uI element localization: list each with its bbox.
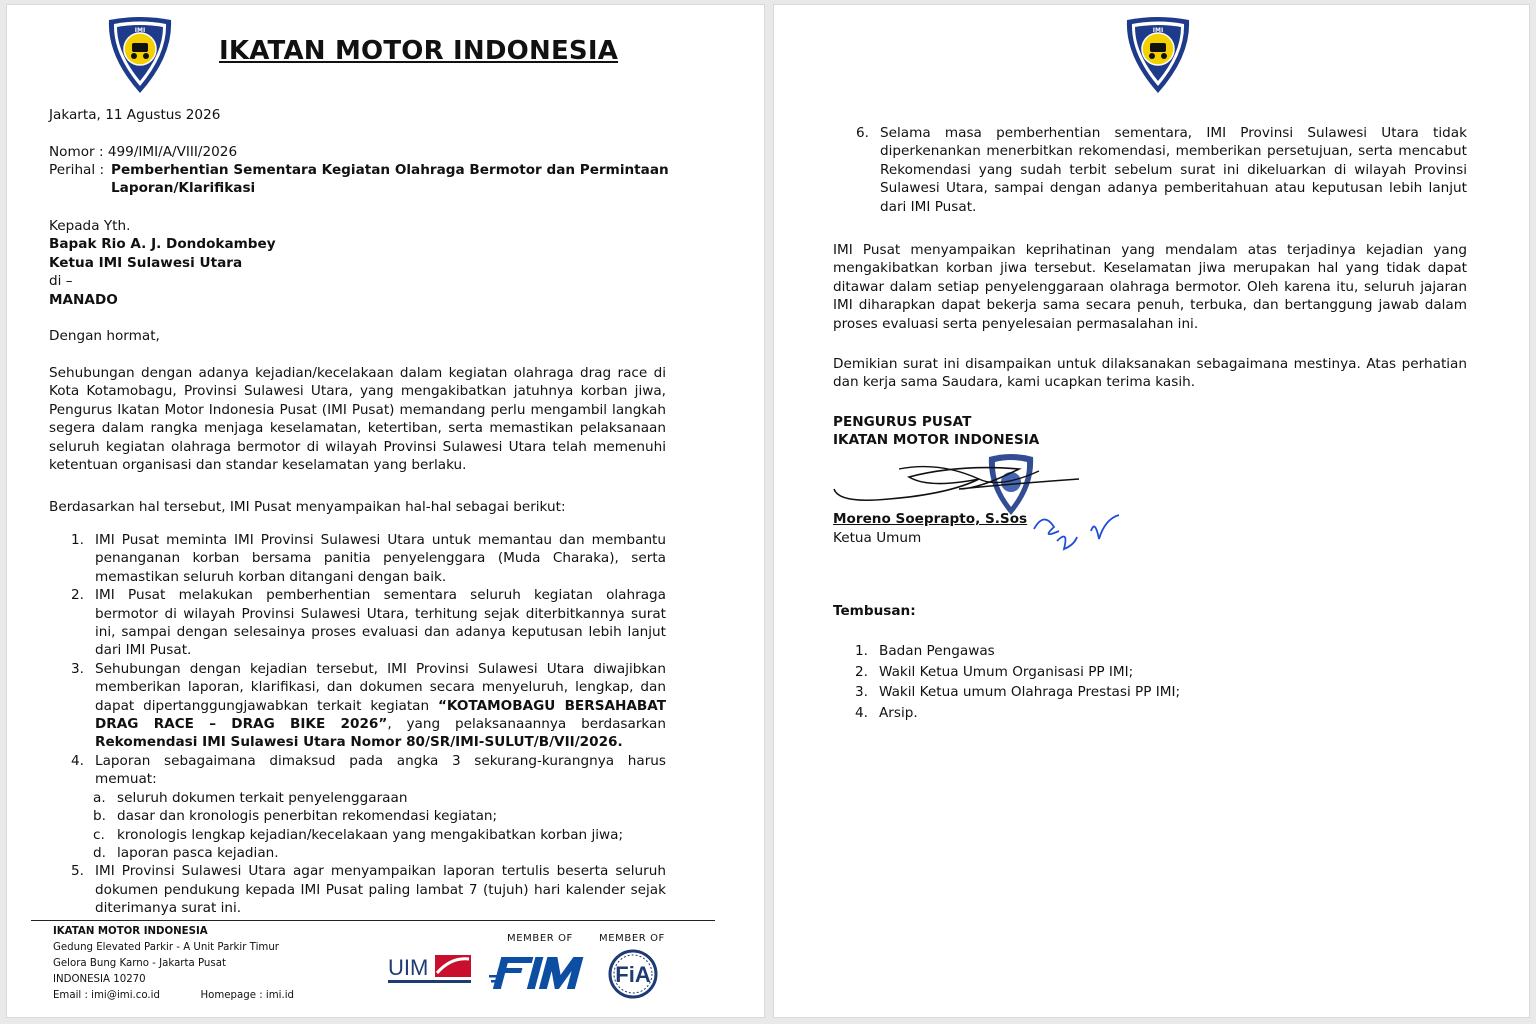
list-item bbox=[49, 660, 666, 752]
sub-item-text: kronologis lengkap kejadian/kecelakaan yang mengakibatkan korban jiwa; bbox=[117, 826, 624, 843]
signer-name: Moreno Soeprapto, S.Sos bbox=[833, 511, 1028, 527]
concern-paragraph: IMI Pusat menyampaikan keprihatinan yang mendalam atas terjadinya kejadian yang mengakibatkan korban jiwa tersebut. Keselamatan jiwa merupakan hal yang tidak dapat ditawar dalam setiap penyelenggaraan olahraga bermotor. Oleh karena itu, seluruh jajaran IMI diharapkan dapat bekerja sama secara penuh, terbuka, dan bertanggung jawab dalam proses evaluasi serta penyelesaian permasalahan ini. bbox=[833, 242, 1467, 332]
recipient-city: MANADO bbox=[49, 291, 118, 308]
list-item bbox=[49, 862, 666, 917]
list-item-number: 5. bbox=[71, 863, 84, 880]
cc-item-text: Wakil Ketua umum Olahraga Prestasi PP IMI; bbox=[879, 684, 1181, 700]
list-item-text: , yang pelaksanaannya berdasarkan bbox=[387, 716, 666, 733]
list-item-number: 2. bbox=[71, 587, 84, 604]
cc-item-text: Arsip. bbox=[879, 704, 918, 721]
list-item-number: 6. bbox=[856, 125, 869, 141]
footer-address-line: Gelora Bung Karno - Jakarta Pusat bbox=[53, 958, 226, 969]
sub-list-item bbox=[71, 844, 666, 862]
imi-logo-text: IMI bbox=[134, 27, 146, 34]
event-name: “KOTAMOBAGU BERSAHABAT DRAG RACE – DRAG BIKE 2026” bbox=[95, 697, 666, 733]
list-item bbox=[49, 531, 666, 586]
cc-item bbox=[833, 682, 1180, 703]
footer-homepage: Homepage : imi.id bbox=[200, 990, 295, 1001]
list-item-text: IMI Pusat meminta IMI Provinsi Sulawesi Utara untuk memantau dan membantu penanganan korban bersama panitia penyelenggara (Muda Charaka), serta memastikan seluruh korban ditangani dengan baik. bbox=[95, 532, 666, 585]
perihal-line-2: Laporan/Klarifikasi bbox=[111, 180, 256, 197]
recommendation-reference: Rekomendasi IMI Sulawesi Utara Nomor 80/SR/IMI-SULUT/B/VII/2026. bbox=[95, 734, 623, 751]
footer-contact bbox=[53, 988, 353, 1004]
perihal-label: Perihal : bbox=[49, 162, 105, 178]
signature-org-line-1: PENGURUS PUSAT bbox=[833, 414, 972, 430]
footer-divider bbox=[31, 920, 715, 921]
letterhead-title: IKATAN MOTOR INDONESIA bbox=[219, 36, 619, 66]
cc-item-number: 3. bbox=[855, 684, 868, 700]
footer-address bbox=[53, 924, 353, 1004]
signature-org-line-2: IKATAN MOTOR INDONESIA bbox=[833, 432, 1040, 449]
recipient-name: Bapak Rio A. J. Dondokambey bbox=[49, 236, 276, 253]
perihal-row bbox=[49, 161, 689, 197]
uim-logo-text: UIM bbox=[388, 955, 429, 980]
sub-item-letter: d. bbox=[93, 844, 106, 861]
cc-item-text: Wakil Ketua Umum Organisasi PP IMI; bbox=[879, 663, 1134, 680]
sub-item-text: dasar dan kronologis penerbitan rekomendasi kegiatan; bbox=[117, 808, 498, 825]
list-item-text: Laporan sebagaimana dimaksud pada angka 3 sekurang-kurangnya harus memuat: bbox=[95, 752, 666, 788]
footer-address-line: INDONESIA 10270 bbox=[53, 974, 146, 985]
salutation: Dengan hormat, bbox=[49, 328, 160, 344]
instruction-list bbox=[49, 531, 666, 918]
recipient-di: di – bbox=[49, 273, 73, 290]
fia-member-label: MEMBER OF bbox=[599, 933, 665, 944]
letter-page-2 bbox=[773, 4, 1530, 1018]
closing-paragraph: Demikian surat ini disampaikan untuk dilaksanakan sebagaimana mestinya. Atas perhatian dan kerja sama Saudara, kami ucapkan terima kasih. bbox=[833, 356, 1467, 391]
cc-item-number: 4. bbox=[855, 704, 868, 721]
cc-item bbox=[833, 641, 1180, 662]
list-item bbox=[49, 586, 666, 660]
cc-item-text: Badan Pengawas bbox=[879, 643, 995, 659]
fim-logo bbox=[489, 951, 585, 993]
fia-logo bbox=[597, 949, 669, 999]
list-item-6 bbox=[856, 124, 1467, 216]
lead-in-text: Berdasarkan hal tersebut, IMI Pusat menyampaikan hal-hal sebagai berikut: bbox=[49, 499, 566, 515]
imi-logo bbox=[105, 16, 175, 96]
sub-item-letter: c. bbox=[93, 826, 105, 843]
imi-logo-text: IMI bbox=[1152, 27, 1164, 34]
footer-email: Email : imi@imi.co.id bbox=[53, 990, 160, 1001]
signer-title: Ketua Umum bbox=[833, 530, 922, 546]
intro-paragraph: Sehubungan dengan adanya kejadian/kecelakaan dalam kegiatan olahraga drag race di Kota Kotamobagu, Provinsi Sulawesi Utara, yang mengakibatkan jatuhnya korban jiwa, Pengurus Ikatan Motor Indonesia Pusat (IMI Pusat) memandang perlu mengambil langkah segera dalam rangka menjaga keselamatan, ketertiban, serta memastikan pelaksanaan seluruh kegiatan olahraga bermotor di wilayah Provinsi Sulawesi Utara telah memenuhi ketentuan organisasi dan standar keselamatan yang berlaku. bbox=[49, 365, 666, 474]
signature-stamp bbox=[829, 449, 1129, 567]
uim-logo bbox=[385, 949, 475, 987]
fim-member-label: MEMBER OF bbox=[507, 933, 573, 944]
recipient-block bbox=[49, 217, 276, 309]
sub-list-item bbox=[71, 807, 666, 825]
cc-item-number: 2. bbox=[855, 663, 868, 680]
list-item-text: Sehubungan dengan kejadian tersebut, IMI Provinsi Sulawesi Utara diwajibkan memberikan laporan, klarifikasi, dan dokumen secara menyeluruh, lengkap, dan dapat dipertanggungjawabkan terkait kegiatan bbox=[95, 660, 666, 714]
cc-item bbox=[833, 662, 1180, 683]
recipient-title: Ketua IMI Sulawesi Utara bbox=[49, 254, 243, 271]
signature-org-block bbox=[833, 413, 1039, 450]
perihal-line-1: Pemberhentian Sementara Kegiatan Olahraga Bermotor dan Permintaan bbox=[111, 162, 669, 178]
kepada-text: Kepada Yth. bbox=[49, 218, 131, 234]
sub-item-text: seluruh dokumen terkait penyelenggaraan bbox=[117, 789, 408, 806]
cc-list bbox=[833, 641, 1180, 723]
sub-item-letter: a. bbox=[93, 789, 106, 806]
list-item-number: 3. bbox=[71, 660, 84, 677]
list-item-number: 1. bbox=[71, 532, 84, 548]
sub-list bbox=[71, 789, 666, 863]
cc-item bbox=[833, 703, 1180, 724]
letter-date: Jakarta, 11 Agustus 2026 bbox=[49, 107, 221, 123]
cc-title: Tembusan: bbox=[833, 603, 916, 619]
sub-list-item bbox=[71, 826, 666, 844]
list-item bbox=[49, 752, 666, 862]
list-item-number: 4. bbox=[71, 752, 84, 769]
nomor-label: Nomor : bbox=[49, 144, 104, 160]
sub-item-letter: b. bbox=[93, 808, 106, 825]
list-item-text: IMI Pusat melakukan pemberhentian sementara seluruh kegiatan olahraga bermotor di wilayah Provinsi Sulawesi Utara, terhitung sejak diterbitkannya surat ini, sampai dengan selesainya proses evaluasi dan adanya keputusan lebih lanjut dari IMI Pusat. bbox=[95, 587, 666, 659]
nomor-value: 499/IMI/A/VIII/2026 bbox=[107, 144, 238, 160]
svg-text:FiA: FiA bbox=[615, 962, 651, 987]
imi-logo bbox=[1123, 16, 1193, 96]
footer-address-line: Gedung Elevated Parkir - A Unit Parkir Timur bbox=[53, 942, 279, 953]
list-item-text: IMI Provinsi Sulawesi Utara agar menyampaikan laporan tertulis beserta seluruh dokumen pendukung kepada IMI Pusat paling lambat 7 (tujuh) hari kalender sejak diterimanya surat ini. bbox=[95, 863, 666, 917]
footer-org: IKATAN MOTOR INDONESIA bbox=[53, 926, 208, 937]
sub-item-text: laporan pasca kejadian. bbox=[117, 844, 279, 861]
cc-item-number: 1. bbox=[855, 643, 868, 659]
nomor-row bbox=[49, 143, 237, 161]
list-item-text: Selama masa pemberhentian sementara, IMI Provinsi Sulawesi Utara tidak diperkenankan menerbitkan rekomendasi, memberikan persetujuan, serta mencabut Rekomendasi yang sudah terbit sebelum surat ini dikeluarkan di wilayah Provinsi Sulawesi Utara, sampai dengan adanya pemberitahuan atau keputusan lebih lanjut dari IMI Pusat. bbox=[880, 125, 1467, 215]
sub-list-item bbox=[71, 789, 666, 807]
letter-page-1 bbox=[6, 4, 765, 1018]
